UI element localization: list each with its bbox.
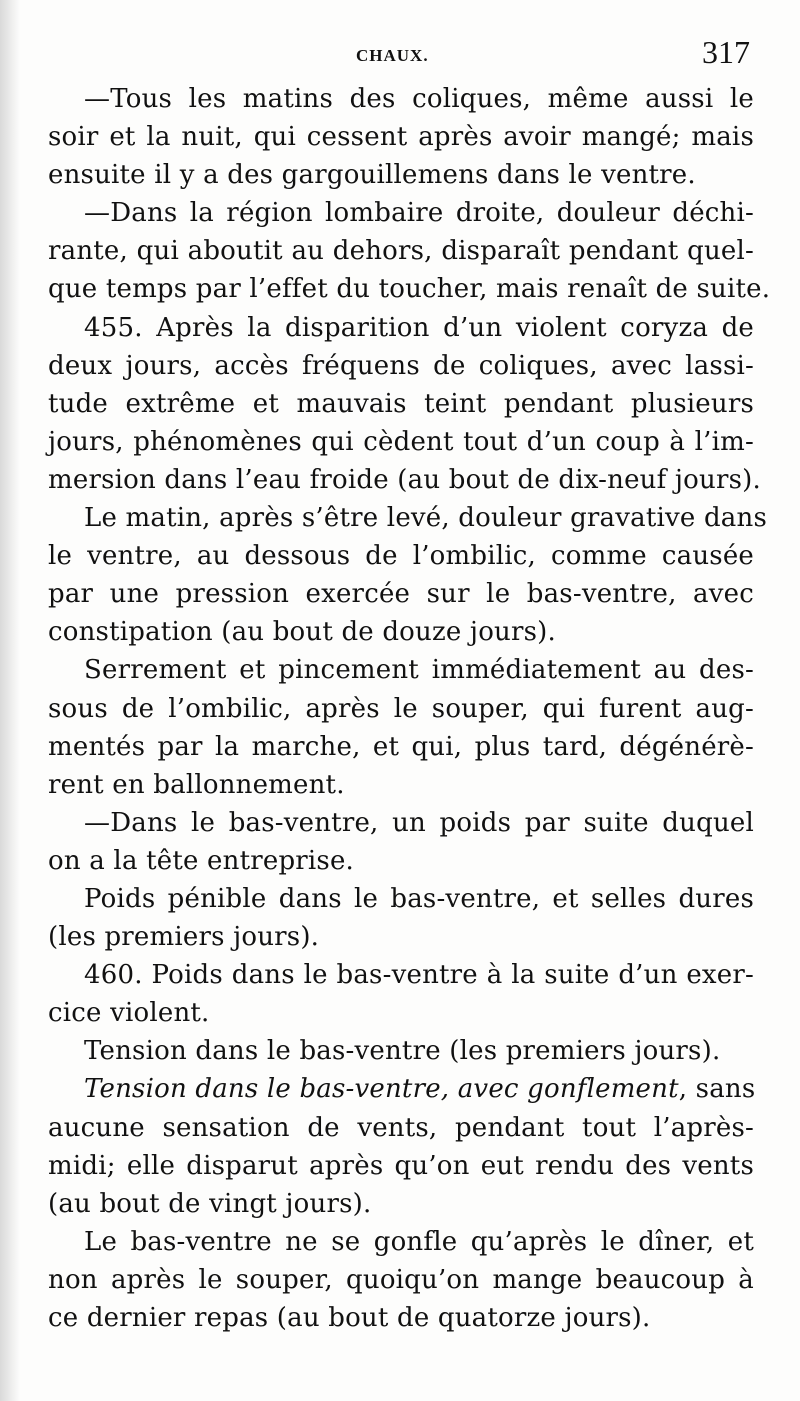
page-number: 317 [702,34,750,70]
text-line [48,804,754,842]
text-line [48,766,754,804]
line-text: —Tous les matins des coliques, même aussi le [84,84,754,114]
line-text: ensuite il y a des gargouillemens dans le ventre. [48,160,696,191]
line-text: rante, qui aboutit au dehors, disparaît pendant quel- [48,236,754,267]
text-line [48,270,771,308]
line-text: (au bout de vingt jours). [48,1188,372,1219]
body-text [48,80,771,1337]
text-line [48,1147,754,1185]
line-text: 455. Après la disparition d’un violent coryza de [84,312,754,343]
text-line [48,1185,754,1223]
italic-text: Tension dans le bas-ventre, avec gonflement [84,1074,679,1105]
line-text: rent en ballonnement. [48,769,345,800]
text-line [48,461,761,499]
text-line [48,385,754,423]
line-text: 460. Poids dans le bas-ventre à la suite d’un exer- [84,960,754,991]
line-text: Le bas-ventre ne se gonfle qu’après le dîner, et [84,1226,754,1257]
text-line [48,1109,754,1147]
line-text: soir et la nuit, qui cessent après avoir mangé; mais [48,122,754,153]
line-text: (les premiers jours). [48,922,320,953]
running-head: CHAUX. [356,46,429,65]
text-line [48,1070,754,1108]
text-line [48,423,754,461]
line-text: que temps par l’effet du toucher, mais renaît de suite. [48,274,771,305]
text-line [48,728,754,766]
text-line [48,690,754,728]
line-text: tude extrême et mauvais teint pendant plusieurs [48,388,754,419]
line-text: cice violent. [48,998,210,1029]
text-line [48,575,754,613]
line-text: jours, phénomènes qui cèdent tout d’un coup à l’im- [48,426,754,457]
text-line [48,1032,754,1070]
line-text: deux jours, accès fréquens de coliques, avec lassi- [48,350,754,381]
text-line [48,499,767,537]
text-line [48,918,754,956]
line-text: Tension dans le bas-ventre (les premiers jours). [84,1036,721,1067]
line-text: mentés par la marche, et qui, plus tard, dégénérè- [48,731,754,762]
text-line [48,156,754,194]
page-header [0,34,800,80]
text-line [48,118,754,156]
line-text: Le matin, après s’être levé, douleur gravative dans [84,503,767,534]
text-line [48,309,754,347]
text-line [48,880,754,918]
text-line [48,232,754,270]
line-text: , sans [678,1074,756,1105]
line-text: constipation (au bout de douze jours). [48,617,556,648]
line-text: ce dernier repas (au bout de quatorze jours). [48,1303,651,1333]
text-line [48,347,754,385]
text-line [48,1261,754,1299]
line-text: —Dans la région lombaire droite, douleur déchi- [84,198,754,229]
text-line [48,994,754,1032]
line-text: mersion dans l’eau froide (au bout de dix-neuf jours). [48,464,761,495]
line-text: midi; elle disparut après qu’on eut rendu des vents [48,1150,754,1181]
line-text: par une pression exercée sur le bas-ventre, avec [48,579,754,610]
text-line [48,613,754,651]
line-text: on a la tête entreprise. [48,845,355,876]
line-text: le ventre, au dessous de l’ombilic, comme causée [48,541,754,572]
line-text: non après le souper, quoiqu’on mange beaucoup à [48,1264,754,1295]
line-text: —Dans le bas-ventre, un poids par suite duquel [84,807,754,838]
line-text: Poids pénible dans le bas-ventre, et selles dures [84,883,754,914]
line-text: Serrement et pincement immédiatement au des- [84,655,754,686]
page-gutter-shadow [0,0,20,1401]
text-line [48,194,754,232]
text-line [48,1299,754,1337]
text-line [48,956,754,994]
text-line [48,651,754,689]
line-text: aucune sensation de vents, pendant tout l’après- [48,1112,754,1143]
text-line [48,80,754,118]
line-text: sous de l’ombilic, après le souper, qui furent aug- [48,693,754,724]
text-line [48,842,754,880]
text-line [48,1223,754,1261]
text-line [48,537,754,575]
